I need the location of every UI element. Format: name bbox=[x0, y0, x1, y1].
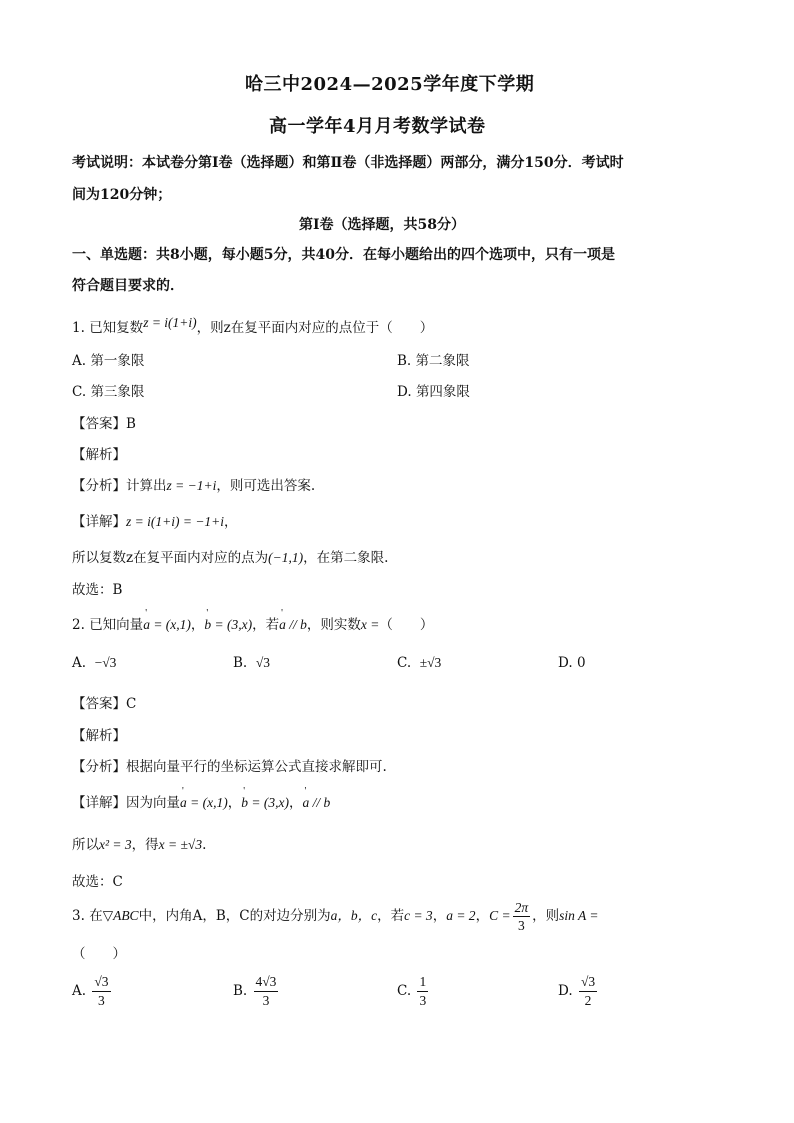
section-intro-line1: 一、单选题：共8小题，每小题5分，共40分．在每小题给出的四个选项中，只有一项是 bbox=[72, 247, 615, 263]
question-number: 3. bbox=[72, 908, 85, 924]
option-a bbox=[72, 349, 144, 369]
exam-title-line1: 哈三中2024—2025学年度下学期 bbox=[245, 74, 535, 95]
fraction bbox=[513, 901, 531, 933]
detail-tag: 【详解】 bbox=[72, 514, 126, 530]
option-d bbox=[397, 380, 470, 400]
fenxi-text: 计算出 bbox=[126, 478, 167, 494]
so-text: . bbox=[202, 837, 207, 853]
question-stem-text: 已知向量 bbox=[89, 617, 144, 633]
answer-tag: 【答案】 bbox=[72, 696, 126, 712]
analysis-tag: 【解析】 bbox=[72, 728, 126, 744]
fraction bbox=[579, 975, 597, 1007]
option-text: 第四象限 bbox=[415, 384, 470, 400]
question-3-paren: （ ） bbox=[72, 946, 126, 962]
option-text: 第二象限 bbox=[415, 353, 470, 369]
option-letter: B. bbox=[233, 983, 248, 999]
option-b bbox=[233, 655, 270, 671]
question-stem-text: ，若 bbox=[252, 617, 280, 633]
fraction-denominator: 3 bbox=[98, 992, 105, 1008]
fraction-numerator: 2π bbox=[513, 901, 531, 918]
answer-value: C bbox=[126, 696, 137, 712]
so-line bbox=[72, 546, 388, 566]
fenxi-tag: 【分析】 bbox=[72, 759, 126, 775]
fenxi-line bbox=[72, 474, 315, 494]
math-expression: x = bbox=[360, 617, 380, 632]
vector-b: ' b = (3,x) bbox=[241, 795, 289, 811]
option-d bbox=[558, 655, 586, 671]
fraction-numerator: √3 bbox=[92, 975, 110, 992]
option-text: 0 bbox=[576, 655, 586, 671]
fenxi-tag: 【分析】 bbox=[72, 478, 126, 494]
section-heading: 第Ⅰ卷（选择题，共58分） bbox=[299, 217, 466, 233]
fenxi-line bbox=[72, 755, 387, 775]
option-text: √3 bbox=[255, 655, 270, 670]
answer-tag: 【答案】 bbox=[72, 416, 126, 432]
option-a bbox=[72, 655, 116, 671]
option-letter: A. bbox=[72, 655, 87, 671]
so-text: ，得 bbox=[131, 837, 159, 853]
question-1-stem bbox=[72, 316, 433, 336]
choose-line: 故选：B bbox=[72, 582, 123, 598]
section-intro-line2: 符合题目要求的． bbox=[72, 278, 184, 294]
vector-a: ' a = (x,1) bbox=[180, 795, 228, 811]
exam-title-line2: 高一学年4月月考数学试卷 bbox=[269, 116, 486, 137]
fraction bbox=[254, 975, 279, 1007]
answer-line bbox=[72, 692, 136, 712]
parallel-condition: ' a // b bbox=[279, 617, 307, 633]
exam-instructions-line2: 间为120分钟； bbox=[72, 187, 172, 203]
option-text: ±√3 bbox=[419, 655, 442, 670]
question-stem-text: ，则z在复平面内对应的点位于（ ） bbox=[196, 320, 434, 336]
exam-instructions-line1: 考试说明：本试卷分第Ⅰ卷（选择题）和第Ⅱ卷（非选择题）两部分，满分150分．考试时 bbox=[72, 155, 624, 171]
math-expression: c = 3 bbox=[404, 908, 433, 923]
fraction bbox=[417, 975, 428, 1007]
detail-line bbox=[72, 791, 330, 811]
question-stem-text: （ ） bbox=[379, 617, 434, 633]
separator: ， bbox=[190, 617, 205, 633]
option-letter: D. bbox=[558, 983, 573, 999]
vector-a: ' a = (x,1) bbox=[143, 617, 191, 633]
so-text: ，在第二象限. bbox=[303, 550, 389, 566]
choose-line: 故选：C bbox=[72, 874, 123, 890]
fraction-denominator: 3 bbox=[262, 992, 270, 1008]
triangle-symbol: ▽ABC bbox=[102, 908, 139, 923]
fraction bbox=[92, 975, 110, 1007]
option-letter: C. bbox=[72, 384, 87, 400]
option-a bbox=[72, 975, 113, 1007]
option-b bbox=[233, 975, 280, 1007]
so-text: 所以复数z在复平面内对应的点为 bbox=[72, 550, 269, 566]
option-text: 第三象限 bbox=[90, 384, 145, 400]
parallel-condition: ' a // b bbox=[302, 795, 330, 811]
so-line bbox=[72, 833, 206, 853]
math-expression: z = −1+i bbox=[166, 478, 217, 493]
question-stem-text: ，若 bbox=[377, 908, 405, 924]
option-c bbox=[397, 975, 430, 1007]
fenxi-text: ，则可选出答案. bbox=[216, 478, 316, 494]
math-expression: a = 2 bbox=[446, 908, 476, 923]
option-b bbox=[397, 349, 470, 369]
option-letter: D. bbox=[397, 384, 412, 400]
option-d bbox=[558, 975, 599, 1007]
math-expression: x = ±√3 bbox=[158, 837, 203, 852]
question-stem-text: 已知复数 bbox=[89, 320, 144, 336]
option-letter: A. bbox=[72, 983, 87, 999]
separator: ， bbox=[227, 795, 242, 811]
option-text: −√3 bbox=[94, 655, 117, 670]
math-expression: a，b，c bbox=[330, 908, 378, 923]
fraction-numerator: 4√3 bbox=[254, 975, 279, 992]
option-letter: B. bbox=[233, 655, 248, 671]
detail-text: ， bbox=[224, 514, 238, 530]
question-2-stem bbox=[72, 613, 433, 633]
vector-b: ' b = (3,x) bbox=[204, 617, 252, 633]
fenxi-text: 根据向量平行的坐标运算公式直接求解即可. bbox=[126, 759, 387, 775]
option-letter: D. bbox=[558, 655, 573, 671]
math-expression: x² = 3 bbox=[99, 837, 132, 852]
option-letter: C. bbox=[397, 983, 412, 999]
detail-text: 因为向量 bbox=[126, 795, 180, 811]
analysis-tag: 【解析】 bbox=[72, 447, 126, 463]
question-stem-text: ，则 bbox=[532, 908, 560, 924]
detail-tag: 【详解】 bbox=[72, 795, 126, 811]
question-3-stem: 3. 在▽ABC中，内角A，B，C的对边分别为a，b，c，若c = 3，a = 2，C = $\frac{2\pi}{3}$ ，则sin A = bbox=[72, 899, 599, 933]
detail-line bbox=[72, 510, 238, 530]
option-letter: A. bbox=[72, 353, 87, 369]
answer-value: B bbox=[126, 416, 136, 432]
math-expression: z = i(1+i) bbox=[143, 315, 197, 330]
math-expression: (−1,1) bbox=[268, 550, 304, 565]
question-stem-text: 在 bbox=[89, 908, 103, 924]
option-text: 第一象限 bbox=[90, 353, 145, 369]
fraction-denominator: 2 bbox=[584, 992, 592, 1008]
answer-line bbox=[72, 412, 136, 432]
fraction-denominator: 3 bbox=[517, 918, 525, 933]
question-number: 1. bbox=[72, 320, 85, 336]
math-expression: C = bbox=[489, 908, 511, 923]
fraction-numerator: √3 bbox=[579, 975, 597, 992]
question-stem-text: 中，内角A，B，C的对边分别为 bbox=[138, 908, 331, 924]
so-text: 所以 bbox=[72, 837, 99, 853]
option-c bbox=[72, 380, 144, 400]
separator: ， bbox=[288, 795, 303, 811]
option-c bbox=[397, 655, 441, 671]
question-stem-text: ，则实数 bbox=[306, 617, 361, 633]
fraction-numerator: 1 bbox=[417, 975, 428, 992]
math-expression: z = i(1+i) = −1+i bbox=[126, 514, 225, 529]
fraction-denominator: 3 bbox=[419, 992, 427, 1008]
option-letter: B. bbox=[397, 353, 412, 369]
option-letter: C. bbox=[397, 655, 412, 671]
question-number: 2. bbox=[72, 617, 85, 633]
math-expression: sin A = bbox=[559, 908, 599, 923]
